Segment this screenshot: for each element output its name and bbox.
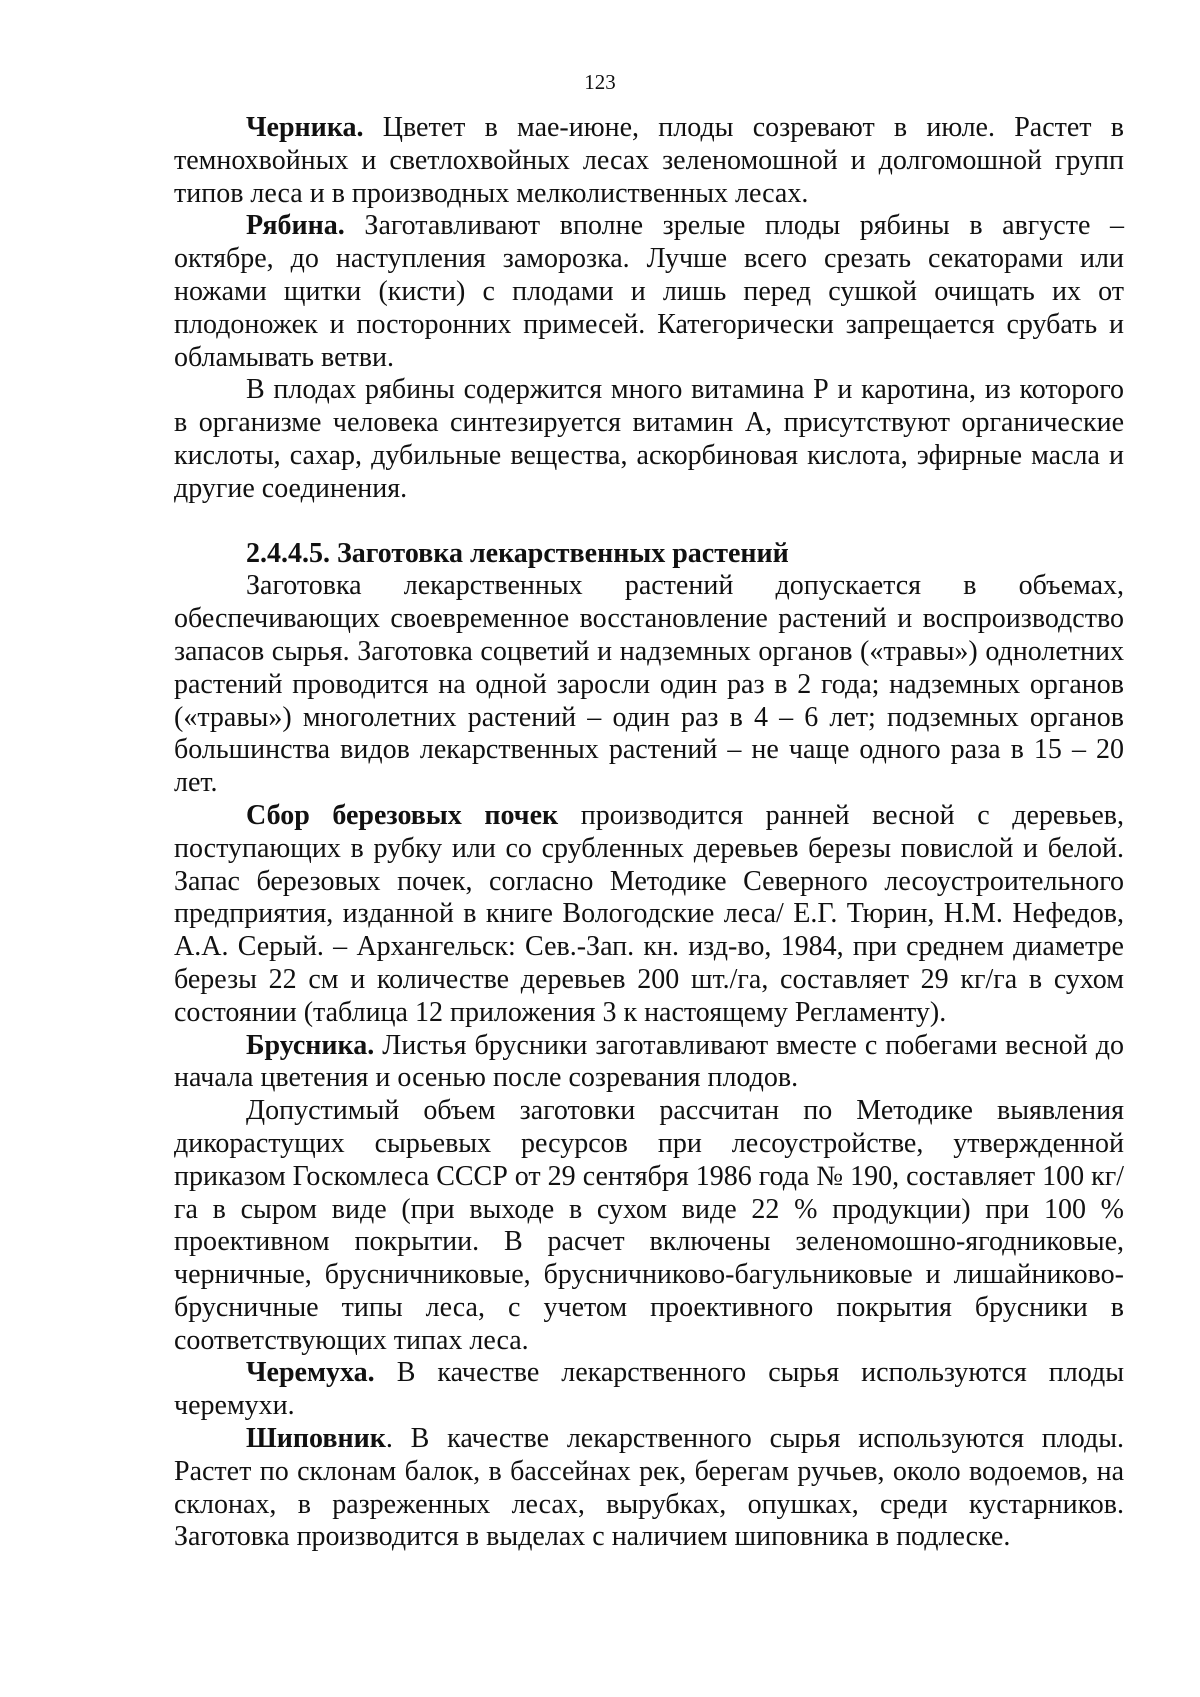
term-bird-cherry: Черемуха. xyxy=(246,1357,375,1389)
term-rowan: Рябина. xyxy=(246,210,345,242)
document-body xyxy=(174,112,1124,1554)
page-number: 123 xyxy=(584,70,616,94)
paragraph-text: Заготовка лекарственных растений допускается в объемах, обеспечивающих своевременное восстановление растений и воспроизводство запасов сырья. Заготовка соцветий и надземных органов («травы») однолетних растений проводится на одной заросли один раз в 2 года; надземных органов («травы») многолетних растений – один раз в 4 – 6 лет; подземных органов большинства видов лекарственных растений – не чаще одного раза в 15 – 20 лет. xyxy=(174,570,1124,799)
paragraph-birch-buds xyxy=(174,800,1124,1030)
term-lingonberry: Брусника. xyxy=(246,1029,375,1061)
paragraph-bird-cherry xyxy=(174,1357,1124,1423)
section-heading: 2.4.4.5. Заготовка лекарственных растений xyxy=(246,537,789,569)
paragraph-lingonberry-volume xyxy=(174,1095,1124,1357)
paragraph-text: В качестве лекарственного сырья используются плоды черемухи. xyxy=(174,1357,1124,1422)
paragraph-rowan xyxy=(174,210,1124,374)
paragraph-text: Допустимый объем заготовки рассчитан по Методике выявления дикорастущих сырьевых ресурсов при лесоустройстве, утвержденной приказом Госкомлеса СССР от 29 сентября 1986 года № 190, составляет 100 кг/га в сыром виде (при выходе в сухом виде 22 % продукции) при 100 % проективном покрытии. В расчет включены зеленомошно-ягодниковые, черничные, брусничниковые, брусничниково-багульниковые и лишайниково-брусничные типы леса, с учетом проективного покрытия брусники в соответствующих типах леса. xyxy=(174,1095,1124,1356)
paragraph-text: производится ранней весной с деревьев, поступающих в рубку или со срубленных деревьев березы повислой и белой. Запас березовых почек, согласно Методике Северного лесоустроительного предприятия, изданной в книге Вологодские леса/ Е.Г. Тюрин, Н.М. Нефедов, А.А. Серый. – Архангельск: Сев.-Зап. кн. изд-во, 1984, при среднем диаметре березы 22 см и количестве деревьев 200 шт./га, составляет 29 кг/га в сухом состоянии (таблица 12 приложения 3 к настоящему Регламенту). xyxy=(174,799,1124,1028)
paragraph-rosehip xyxy=(174,1423,1124,1554)
term-bilberry: Черника. xyxy=(246,112,364,143)
paragraph-text: Цветет в мае-июне, плоды созревают в июле. Растет в темнохвойных и светлохвойных лесах зеленомошной и долгомошной групп типов леса и в производных мелколиственных лесах. xyxy=(174,112,1124,209)
term-rosehip: Шиповник xyxy=(246,1423,386,1455)
paragraph-text: Заготавливают вполне зрелые плоды рябины в августе – октябре, до наступления заморозка. Лучше всего срезать секаторами или ножами щитки (кисти) с плодами и лишь перед сушкой очищать их от плодоножек и посторонних примесей. Категорически запрещается срубать и обламывать ветви. xyxy=(174,210,1124,373)
paragraph-rowan-composition xyxy=(174,374,1124,505)
paragraph-bilberry xyxy=(174,112,1124,210)
paragraph-medicinal-harvest xyxy=(174,570,1124,800)
paragraph-text: В плодах рябины содержится много витамина Р и каротина, из которого в организме человека синтезируется витамин А, присутствуют органические кислоты, сахар, дубильные вещества, аскорбиновая кислота, эфирные масла и другие соединения. xyxy=(174,374,1124,504)
paragraph-text: . В качестве лекарственного сырья используются плоды. Растет по склонам балок, в бассейнах рек, берегам ручьев, около водоемов, на склонах, в разреженных лесах, вырубках, опушках, среди кустарников. Заготовка производится в выделах с наличием шиповника в подлеске. xyxy=(174,1423,1124,1553)
paragraph-lingonberry xyxy=(174,1030,1124,1096)
paragraph-text: Листья брусники заготавливают вместе с побегами весной до начала цветения и осенью после созревания плодов. xyxy=(174,1029,1124,1094)
term-birch-buds: Сбор березовых почек xyxy=(246,799,559,831)
